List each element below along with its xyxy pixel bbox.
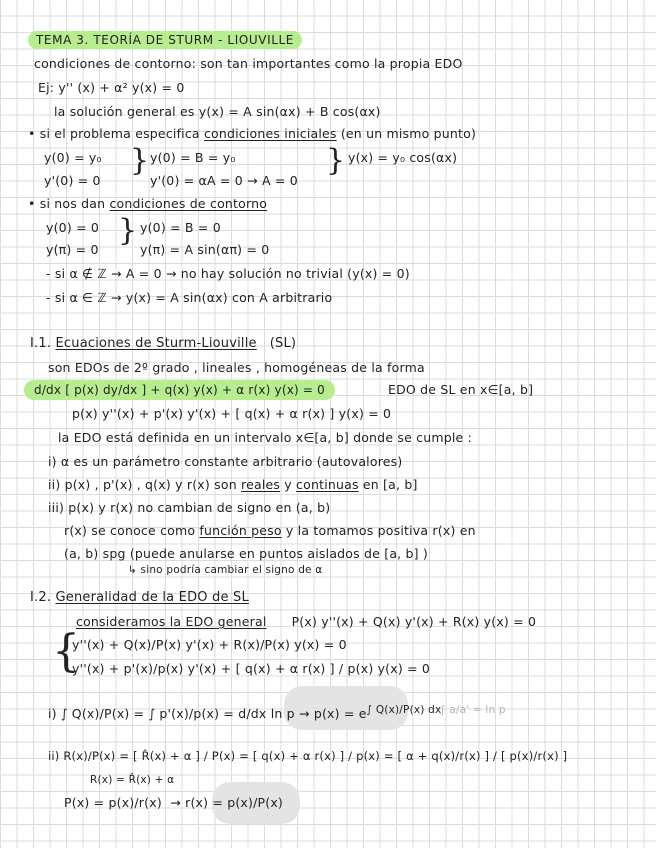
section-abbr: (SL)	[269, 336, 297, 351]
text: r(x) se conoce como	[64, 523, 200, 538]
underlined-text: reales	[241, 477, 281, 492]
sl-equation-text: d/dx [ p(x) dy/dx ] + q(x) y(x) + α r(x) y(x) = 0	[24, 380, 335, 400]
text: P(x) = p(x)/r(x)	[64, 795, 162, 810]
sl-equation	[24, 382, 335, 398]
ic-y0-result: y(0) = B = y₀	[150, 150, 236, 165]
section-1-1-heading	[30, 336, 296, 352]
bc-y0: y(0) = 0	[46, 220, 100, 235]
text: y	[280, 477, 297, 492]
sl-expanded: p(x) y''(x) + p'(x) y'(x) + [ q(x) + α r(x) ] y(x) = 0	[72, 406, 392, 421]
bc-ypi-result: y(π) = A sin(απ) = 0	[140, 242, 270, 257]
exponent: ∫ Q(x)/P(x) dx	[366, 704, 442, 716]
example-equation: Ej: y'' (x) + α² y(x) = 0	[38, 80, 185, 95]
step-ii: ii) R(x)/P(x) = [ R̂(x) + α ] / P(x) = [ q(x) + α r(x) ] / p(x) = [ α + q(x)/r(x) ] / [ p(x)/r(x) ]	[48, 749, 568, 763]
text: i) ∫ Q(x)/P(x) = ∫ p'(x)/p(x) = d/dx ln p → p(x) = e	[48, 706, 367, 722]
text: P(x) y''(x) + Q(x) y'(x) + R(x) y(x) = 0	[291, 614, 537, 629]
underlined-text: consideramos la EDO general	[76, 614, 267, 629]
normalized-sl: y''(x) + p'(x)/p(x) y'(x) + [ q(x) + α r(x) ] / p(x) y(x) = 0	[72, 661, 431, 676]
weight-note: ↳ sino podría cambiar el signo de α	[128, 564, 323, 576]
text: • si el problema especifica	[28, 126, 204, 141]
step-i	[48, 702, 441, 722]
sl-domain: la EDO está definida en un intervalo x∈[a, b] donde se cumple :	[58, 430, 473, 445]
condition-ii	[48, 477, 418, 493]
bullet-boundary-conditions	[28, 196, 267, 212]
condition-i: i) α es un parámetro constante arbitrario (autovalores)	[48, 454, 403, 469]
text: • si nos dan	[28, 196, 110, 211]
sl-definition: son EDOs de 2º grado , lineales , homogéneas de la forma	[48, 360, 425, 375]
bc-ypi: y(π) = 0	[46, 242, 99, 257]
ic-y0: y(0) = y₀	[44, 150, 102, 165]
bullet-initial-conditions	[28, 126, 476, 142]
sl-equation-note: EDO de SL en x∈[a, b]	[388, 382, 534, 397]
text: en [a, b]	[358, 477, 418, 492]
underlined-text: condiciones iniciales	[203, 126, 337, 141]
underlined-text: función peso	[199, 523, 282, 538]
underlined-text: continuas	[296, 477, 359, 492]
section-title: Ecuaciones de Sturm-Liouville	[55, 336, 257, 351]
side-note: ∫ a/a' = ln p	[440, 704, 506, 716]
case-integer: - si α ∈ ℤ → y(x) = A sin(αx) con A arbitrario	[46, 290, 333, 305]
section-number: I.2.	[30, 590, 56, 605]
text: → r(x) = p(x)/P(x)	[170, 795, 284, 810]
weight-function-cont: (a, b) spg (puede anularse en puntos aislados de [a, b] )	[64, 546, 428, 561]
intro-line: condiciones de contorno: son tan importantes como la propia EDO	[34, 56, 463, 71]
condition-iii: iii) p(x) y r(x) no cambian de signo en (a, b)	[48, 500, 331, 515]
text: y la tomamos positiva r(x) en	[281, 523, 476, 538]
general-solution: la solución general es y(x) = A sin(αx) + B cos(αx)	[54, 104, 381, 119]
section-number: I.1.	[30, 336, 56, 351]
text: ii) p(x) , p'(x) , q(x) y r(x) son	[48, 477, 241, 492]
r-definition: R(x) = R̂(x) + α	[90, 774, 175, 786]
page-title	[28, 32, 302, 48]
ic-dy0-result: y'(0) = αA = 0 → A = 0	[150, 173, 298, 188]
general-edo	[76, 614, 536, 630]
normalized-edo: y''(x) + Q(x)/P(x) y'(x) + R(x)/P(x) y(x) = 0	[72, 637, 347, 652]
section-title: Generalidad de la EDO de SL	[55, 590, 249, 605]
underlined-text: condiciones de contorno	[109, 196, 268, 211]
left-brace: }	[130, 143, 150, 178]
weight-function	[64, 523, 476, 539]
text: (en un mismo punto)	[336, 126, 477, 141]
case-noninteger: - si α ∉ ℤ → A = 0 → no hay solución no trivial (y(x) = 0)	[46, 266, 410, 281]
step-ii-result	[64, 795, 283, 811]
title-text: TEMA 3. TEORÍA DE STURM - LIOUVILLE	[28, 31, 302, 49]
ic-dy0: y'(0) = 0	[44, 173, 101, 188]
bc-brace: }	[118, 213, 138, 248]
bc-y0-result: y(0) = B = 0	[140, 220, 221, 235]
system-brace: {	[52, 626, 80, 677]
section-1-2-heading	[30, 590, 249, 606]
right-brace: }	[326, 143, 346, 178]
ic-solution: y(x) = y₀ cos(αx)	[348, 150, 458, 165]
